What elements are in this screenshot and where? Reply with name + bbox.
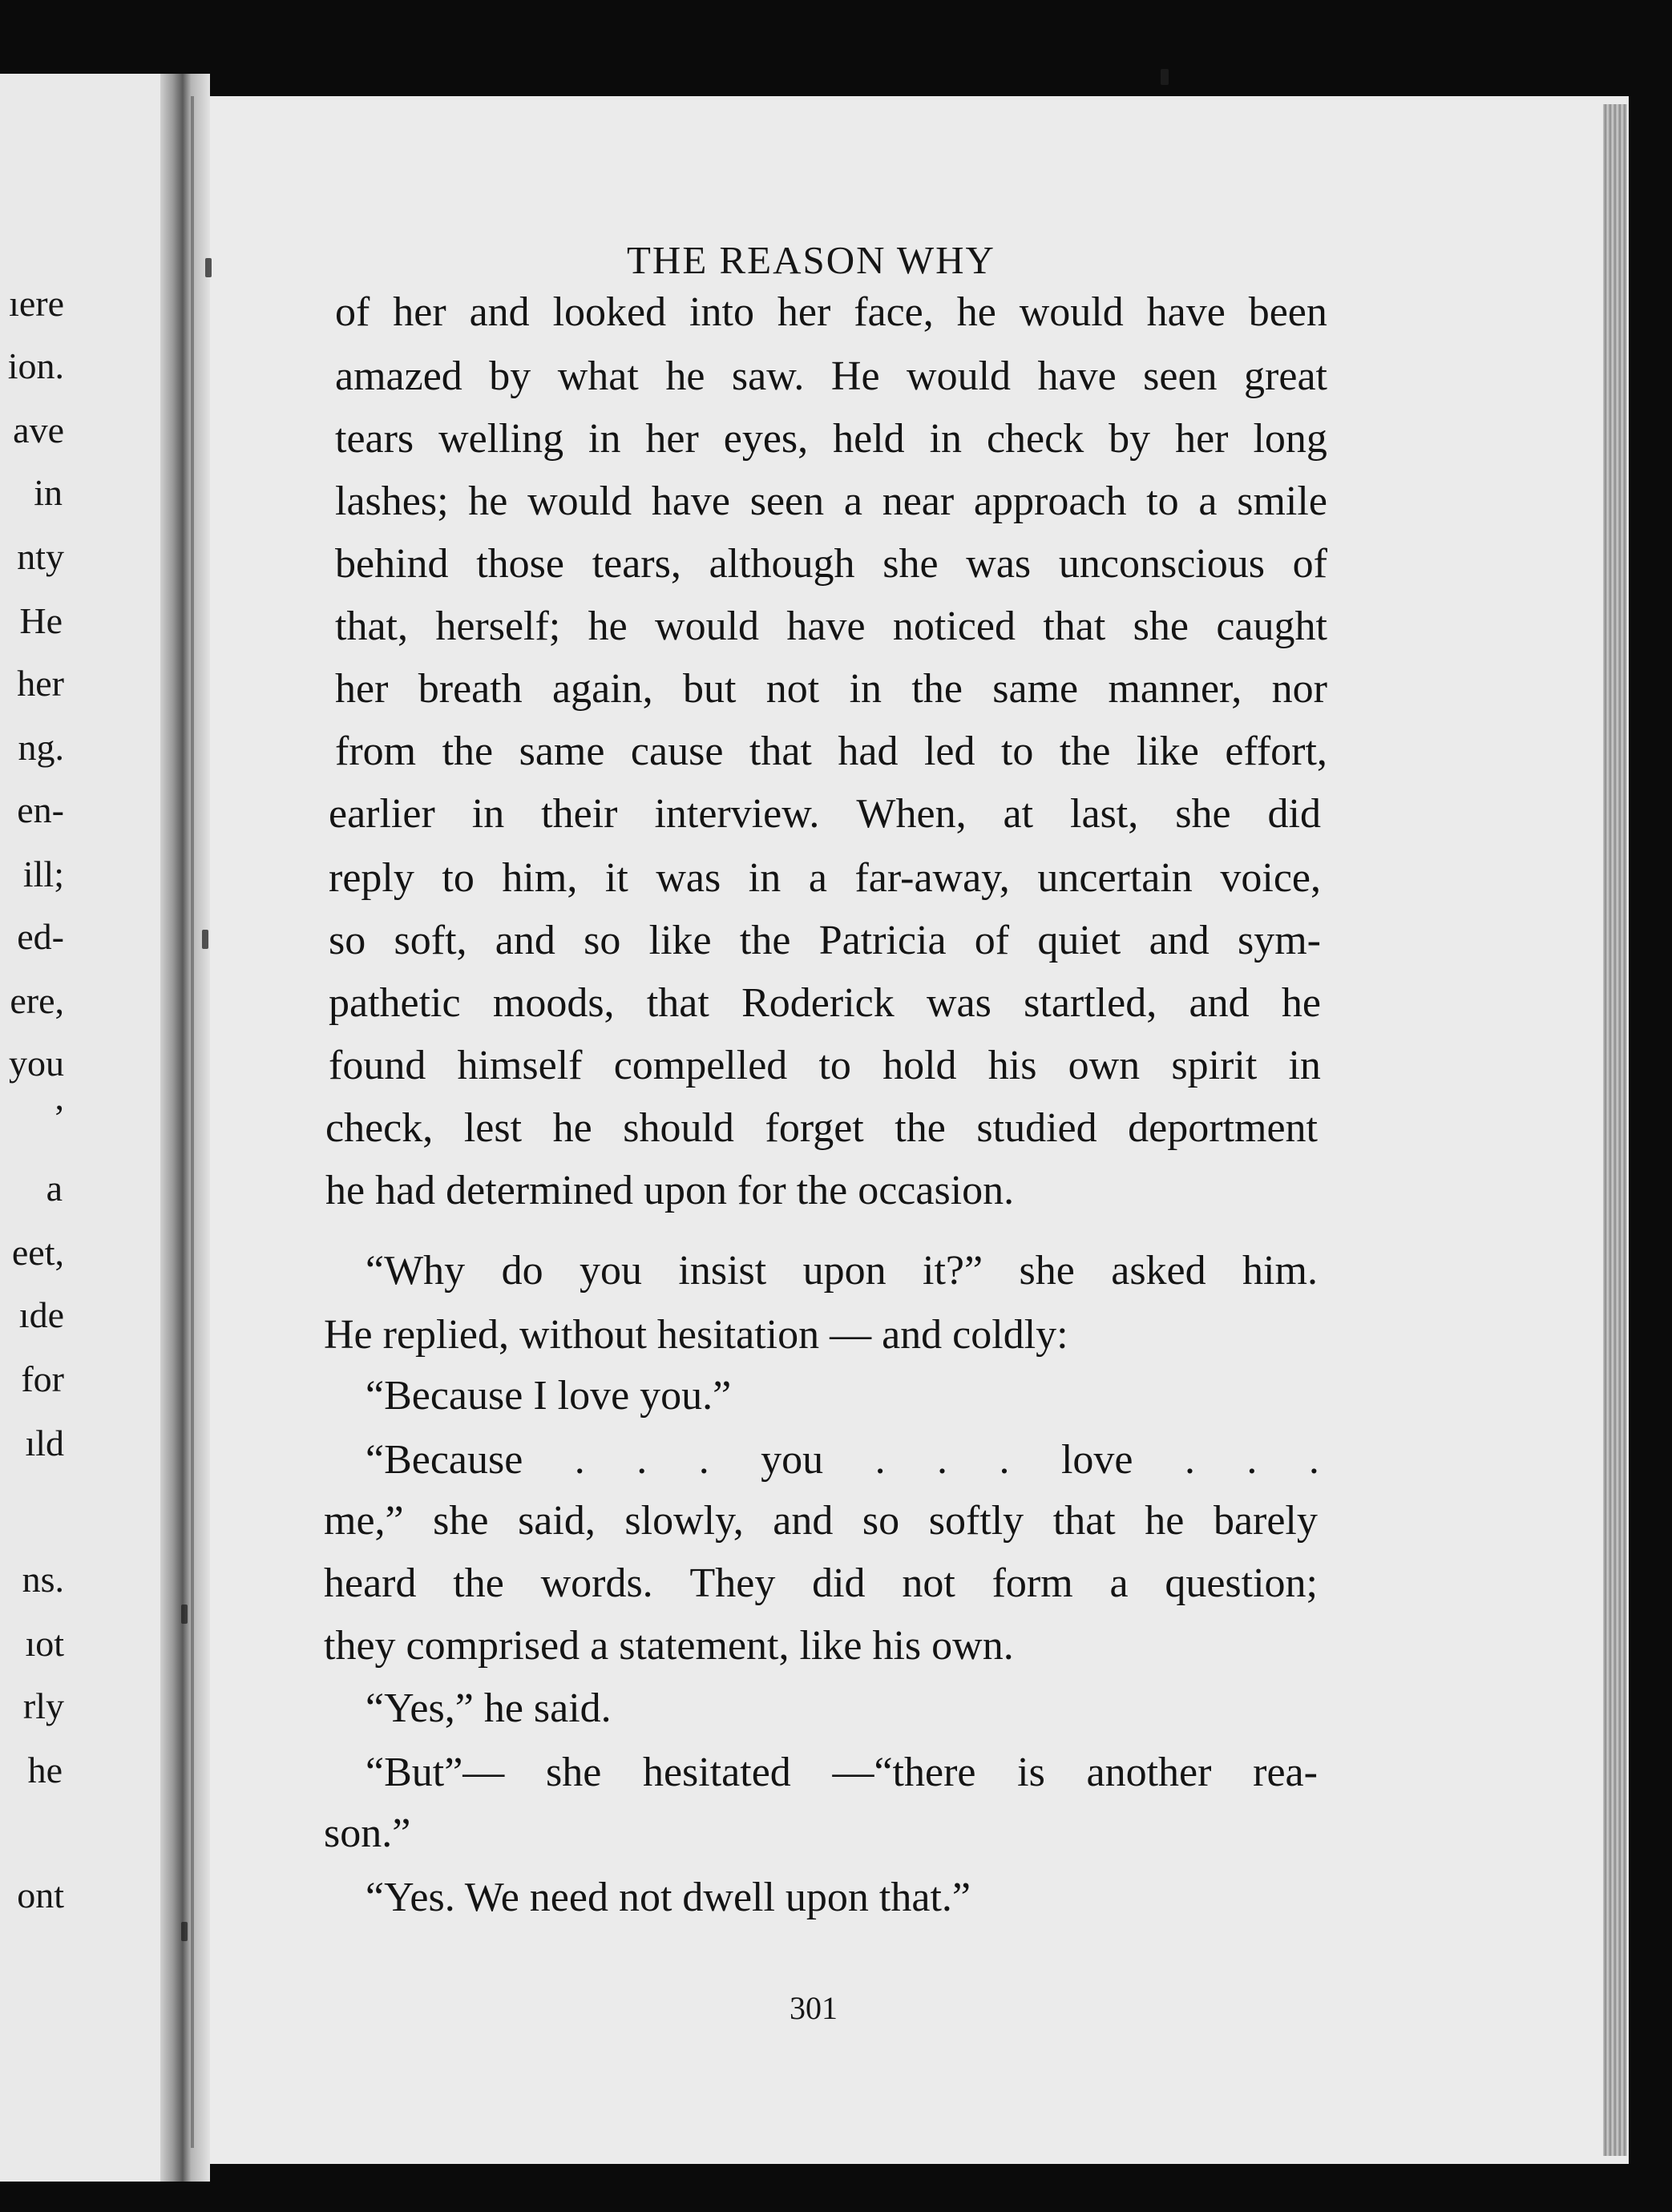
text-line: they comprised a statement, like his own.	[324, 1623, 1014, 1669]
left-page-fragment: in	[34, 472, 63, 513]
left-page-fragment: ıld	[25, 1423, 64, 1463]
text-line: check, lest he should forget the studied deportment	[325, 1105, 1318, 1151]
left-page-fragment: ion.	[7, 345, 64, 386]
text-line: he had determined upon for the occasion.	[325, 1168, 1015, 1213]
text-line: that, herself; he would have noticed that she caught	[335, 603, 1327, 649]
left-page-fragment: a	[46, 1168, 63, 1209]
left-page-fragment: He	[19, 600, 63, 641]
gutter-shadow-line	[191, 96, 194, 2148]
gutter-mark	[181, 1922, 188, 1941]
page-number: 301	[790, 1990, 838, 2026]
text-line: amazed by what he saw. He would have seen great	[335, 353, 1327, 399]
text-line: heard the words. They did not form a question;	[324, 1560, 1318, 1606]
text-line: behind those tears, although she was unconscious of	[335, 541, 1327, 587]
left-facing-page	[0, 74, 160, 2182]
text-line: “But”— she hesitated —“there is another rea-	[365, 1750, 1318, 1795]
text-line: of her and looked into her face, he would have been	[335, 289, 1327, 335]
left-page-fragment: ,	[55, 1076, 64, 1117]
text-line: son.”	[324, 1810, 411, 1856]
left-page-fragment: ıere	[9, 283, 64, 324]
page-edge-stack	[1603, 104, 1627, 2156]
text-line: “Yes,” he said.	[365, 1685, 612, 1731]
left-page-fragment: he	[27, 1750, 63, 1790]
text-line: reply to him, it was in a far-away, uncertain voice,	[329, 855, 1321, 901]
left-page-fragment: for	[21, 1358, 64, 1399]
left-page-fragment: rly	[22, 1685, 64, 1726]
text-line: “Because I love you.”	[365, 1373, 732, 1419]
left-page-fragment: ıde	[18, 1294, 64, 1335]
left-page-fragment: ıot	[25, 1623, 64, 1664]
text-line: found himself compelled to hold his own spirit in	[329, 1043, 1321, 1088]
text-line: lashes; he would have seen a near approach to a smile	[335, 478, 1327, 524]
text-line: “Because . . . you . . . love . . .	[365, 1437, 1319, 1483]
left-page-fragment: ere,	[10, 980, 64, 1021]
gutter-mark	[202, 930, 208, 949]
left-page-fragment: ng.	[18, 727, 64, 768]
running-head: THE REASON WHY	[627, 238, 996, 282]
left-page-fragment: nty	[17, 536, 64, 577]
text-line: He replied, without hesitation — and coldly:	[324, 1312, 1068, 1358]
left-page-fragment: ill;	[22, 854, 64, 894]
left-page-fragment: ont	[17, 1875, 64, 1915]
text-line: so soft, and so like the Patricia of quiet and sym-	[329, 918, 1321, 963]
text-line: pathetic moods, that Roderick was startled, and he	[329, 980, 1321, 1026]
left-page-fragment: en-	[17, 789, 64, 830]
text-line: tears welling in her eyes, held in check by her long	[335, 416, 1327, 462]
left-page-fragment: ed-	[17, 916, 64, 957]
text-line: me,” she said, slowly, and so softly that he barely	[324, 1498, 1318, 1544]
scan-speck-mark	[1161, 69, 1169, 85]
left-page-fragment: you	[9, 1043, 64, 1084]
left-page-fragment: her	[17, 663, 64, 704]
left-page-fragment: ns.	[22, 1559, 64, 1600]
text-line: her breath again, but not in the same manner, nor	[335, 666, 1327, 712]
text-line: earlier in their interview. When, at last, she did	[329, 791, 1321, 837]
text-line: “Why do you insist upon it?” she asked him.	[365, 1248, 1318, 1294]
text-line: from the same cause that had led to the like effort,	[335, 729, 1327, 774]
gutter-mark	[181, 1605, 188, 1624]
text-line: “Yes. We need not dwell upon that.”	[365, 1875, 971, 1920]
left-page-fragment: eet,	[11, 1232, 64, 1273]
gutter-mark	[205, 258, 212, 277]
left-page-fragment: ave	[13, 410, 64, 450]
book-gutter	[160, 74, 210, 2182]
